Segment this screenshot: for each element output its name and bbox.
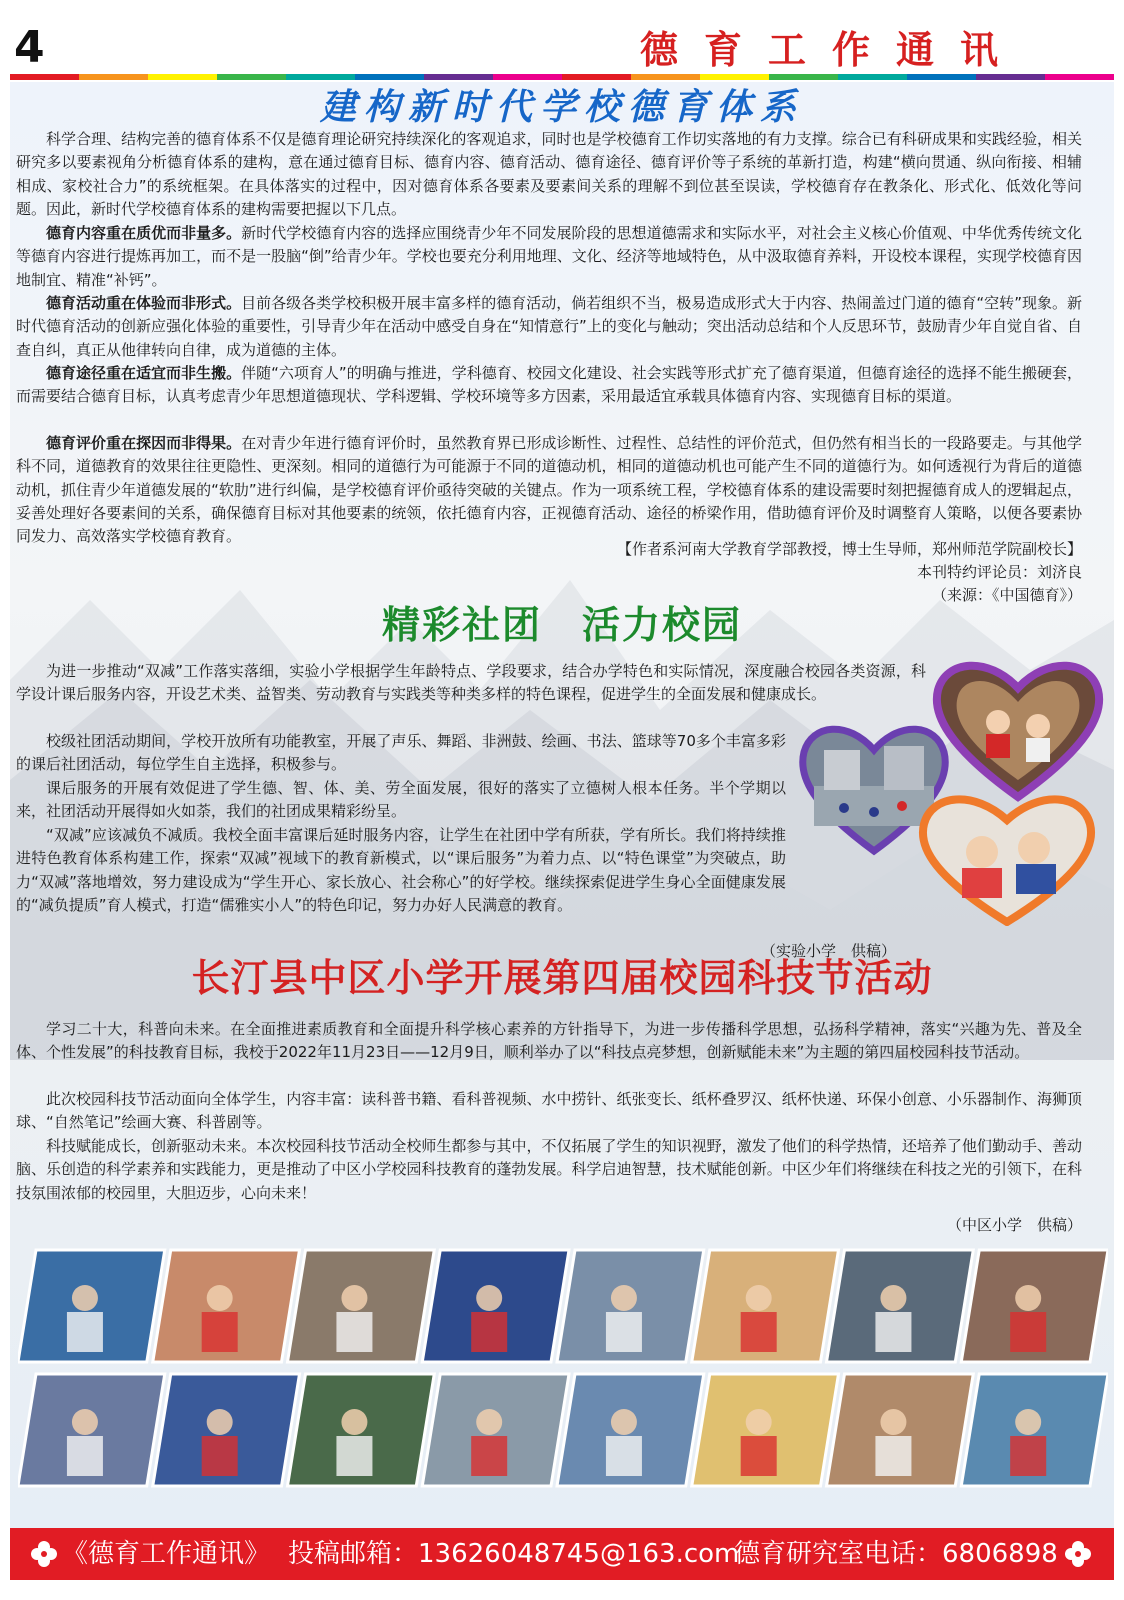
article1-paragraph: 科学合理、结构完善的德育体系不仅是德育理论研究持续深化的客观追求，同时也是学校德育工作切实落地的有力支撑。综合已有科研成果和实践经验，相关研究多以要素视角分析德育体系的建构，意在通过德育目标、德育内容、德育活动、德育途径、德育评价等子系统的革新打造，构建“横向贯通、纵向衔接、相辅相成、家校社合力”的系统框架。在具体落实的过程中，因对德育体系各要素及要素间关系的理解不到位甚至误读，学校德育存在教条化、形式化、低效化等问题。因此，新时代学校德育体系的建构需要把握以下几点。 [16,130,1082,218]
activity-photo [153,1374,300,1486]
rainbow-segment [838,74,907,80]
source-note: （来源：《中国德育》） [931,586,1082,604]
article1-paragraph: 德育活动重在体验而非形式。目前各级各类学校积极开展丰富多样的德育活动，倘若组织不当，极易造成形式大于内容、热闹盖过门道的德育“空转”现象。新时代德育活动的创新应强化体验的重要性，引导青少年在活动中感受自身在“知情意行”上的变化与触动；突出活动总结和个人反思环节，鼓励青少年自觉自省、自查自纠，真正从他律转向自律，成为道德的主体。 [16,294,1082,359]
activity-photo [692,1374,839,1486]
rainbow-segment [631,74,700,80]
article1-paragraph: 德育评价重在探因而非得果。在对青少年进行德育评价时，虽然教育界已形成诊断性、过程性、总结性的评价范式，但仍然有相当长的一段路要走。与其他学科不同，道德教育的效果往往更隐性、更深刻。相同的道德行为可能源于不同的道德动机，相同的道德动机也可能产生不同的道德行为。如何透视行为背后的道德动机，抓住青少年道德发展的“软肋”进行纠偏，是学校德育评价亟待突破的关键点。作为一项系统工程，学校德育体系的建设需要时刻把握德育成人的逻辑起点，妥善处理好各要素间的关系，确保德育目标对其他要素的统领，依托德育内容，正视德育活动、途径的桥梁作用，借助德育评价及时调整育人策略，以便各要素协同发力、高效落实学校德育教育。 [16,434,1082,546]
activity-photo [692,1250,839,1362]
photo-strip-bottom [18,1372,1108,1488]
rainbow-segment [217,74,286,80]
rainbow-segment [79,74,148,80]
rainbow-segment [769,74,838,80]
masthead [640,20,1110,76]
footer-email[interactable]: 投稿邮箱：13626048745@163.com [288,1539,740,1569]
rainbow-segment [286,74,355,80]
article2-title: 精彩社团 活力校园 [381,602,742,647]
rainbow-segment [355,74,424,80]
activity-photo [288,1374,435,1486]
rainbow-divider [10,74,1114,80]
heart-photo-frame [912,786,1102,926]
activity-photo [961,1250,1108,1362]
article1-lead: 德育途径重在适宜而非生搬。 [46,364,242,382]
clover-icon [28,1538,60,1570]
heart-photo-frame [928,652,1108,802]
article2-paragraph: “双减”应该减负不减质。我校全面丰富课后延时服务内容，让学生在社团中学有所获，学有所长。我们将持续推进特色教育体系构建工作，探索“双减”视域下的教育新模式，以“课后服务”为着力点、以“特色课堂”为突破点，助力“双减”落地增效，努力建设成为“学生开心、家长放心、社会称心”的好学校。继续探索促进学生身心全面健康发展的“减负提质”育人模式，打造“儒雅实小人”的特色印记，努力办好人民满意的教育。 [16,826,786,914]
footer-phone: 德育研究室电话：6806898 [734,1539,1058,1569]
activity-photo [557,1374,704,1486]
commentator: 本刊特约评论员：刘济良 [916,563,1082,581]
article1-paragraph: 德育内容重在质优而非量多。新时代学校德育内容的选择应围绕青少年不同发展阶段的思想道德需求和实际水平，对社会主义核心价值观、中华优秀传统文化等德育内容进行提炼再加工，而不是一股脑“倒”给青少年。学校也要充分利用地理、文化、经济等地域特色，从中汲取德育养料，开设校本课程，实现学校德育因地制宜、精准“补钙”。 [16,224,1082,289]
article1-lead: 德育内容重在质优而非量多。 [46,224,242,242]
activity-photo [422,1374,569,1486]
page-number: 4 [14,22,60,74]
rainbow-segment [907,74,976,80]
activity-photo [557,1250,704,1362]
article3-paragraph: 科技赋能成长，创新驱动未来。本次校园科技节活动全校师生都参与其中，不仅拓展了学生的知识视野，激发了他们的科学热情，还培养了他们勤动手、善动脑、乐创造的科学素养和实践能力，更是推动了中区小学校园科技教育的蓬勃发展。科学启迪智慧，技术赋能创新。中区少年们将继续在科技之光的引领下，在科技氛围浓郁的校园里，大胆迈步，心向未来！ [16,1137,1082,1202]
clover-icon [1062,1538,1094,1570]
rainbow-segment [10,74,79,80]
article2-paragraph: 课后服务的开展有效促进了学生德、智、体、美、劳全面发展，很好的落实了立德树人根本任务。半个学期以来，社团活动开展得如火如荼，我们的社团成果精彩纷呈。 [16,779,786,821]
footer-journal: 《德育工作通讯》 [62,1539,271,1569]
rainbow-segment [976,74,1045,80]
article1-lead: 德育活动重在体验而非形式。 [46,294,242,312]
activity-photo [961,1374,1108,1486]
article1-paragraph: 德育途径重在适宜而非生搬。伴随“六项育人”的明确与推进，学科德育、校园文化建设、社会实践等形式扩充了德育渠道，但德育途径的选择不能生搬硬套，而需要结合德育目标，认真考虑青少年思想道德现状、学科逻辑、学校环境等多方因素，采用最适宜承载具体德育内容、实现德育目标的渠道。 [16,364,1082,406]
article2-credit: （实验小学 供稿） [760,942,896,960]
article3-paragraph: 此次校园科技节活动面向全体学生，内容丰富：读科普书籍、看科普视频、水中捞针、纸张变长、纸杯叠罗汉、纸杯快递、环保小创意、小乐器制作、海狮顶球、“自然笔记”绘画大赛、科普剧等。 [16,1090,1082,1132]
activity-photo [422,1250,569,1362]
article1-title: 建构新时代学校德育体系 [319,87,804,128]
rainbow-segment [562,74,631,80]
article2-paragraph: 校级社团活动期间，学校开放所有功能教室，开展了声乐、舞蹈、非洲鼓、绘画、书法、篮球等70多个丰富多彩的课后社团活动，每位学生自主选择，积极参与。 [16,732,786,774]
rainbow-segment [700,74,769,80]
rainbow-segment [424,74,493,80]
article3-paragraph: 学习二十大，科普向未来。在全面推进素质教育和全面提升科学核心素养的方针指导下，为进一步传播科学思想，弘扬科学精神，落实“兴趣为先、普及全体、个性发展”的科技教育目标，我校于2022年11月23日——12月9日，顺利举办了以“科技点亮梦想，创新赋能未来”为主题的第四届校园科技节活动。 [16,1020,1082,1062]
activity-photo [288,1250,435,1362]
activity-photo [18,1374,165,1486]
rainbow-segment [148,74,217,80]
author-note: 【作者系河南大学教育学部教授，博士生导师，郑州师范学院副校长】 [616,540,1082,558]
article2-paragraph: 为进一步推动“双减”工作落实落细，实验小学根据学生年龄特点、学段要求，结合办学特色和实际情况，深度融合校园各类资源，科学设计课后服务内容，开设艺术类、益智类、劳动教育与实践类等种类多样的特色课程，促进学生的全面发展和健康成长。 [16,662,926,704]
rainbow-segment [493,74,562,80]
article3-credit: （中区小学 供稿） [946,1216,1082,1234]
activity-photo [18,1250,165,1362]
footer-bar [10,1528,1114,1580]
article3-title: 长汀县中区小学开展第四届校园科技节活动 [191,955,933,1000]
activity-photo [153,1250,300,1362]
activity-photo [827,1250,974,1362]
activity-photo [827,1374,974,1486]
masthead-title: 德育工作通讯 [640,27,1025,72]
rainbow-segment [1045,74,1114,80]
article1-lead: 德育评价重在探因而非得果。 [46,434,242,452]
photo-strip-top [18,1248,1108,1364]
